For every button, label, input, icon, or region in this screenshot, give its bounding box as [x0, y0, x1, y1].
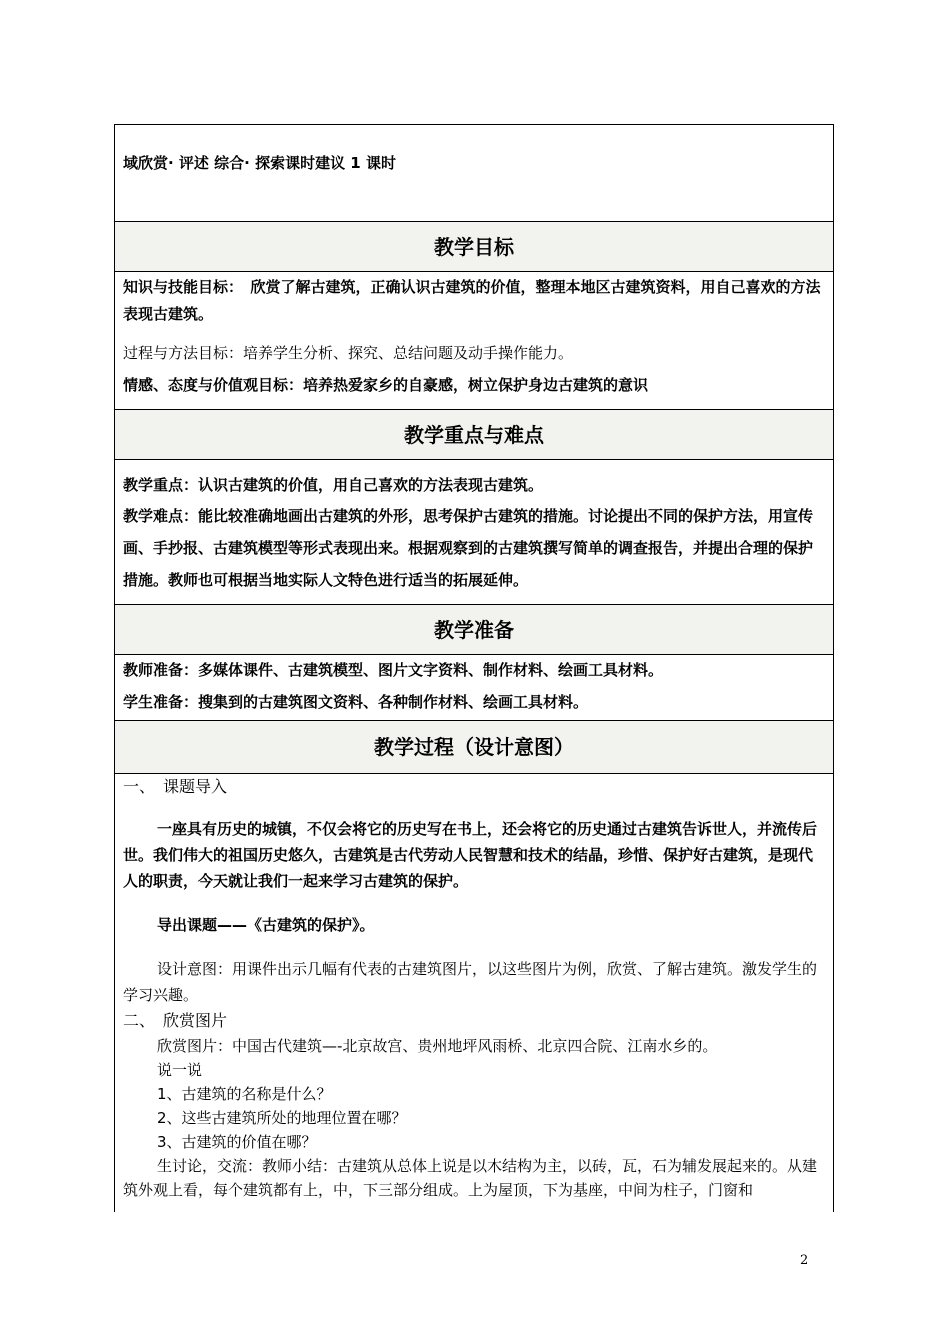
goal-knowledge: 知识与技能目标： 欣赏了解古建筑，正确认识古建筑的价值，整理本地区古建筑资料，用自己喜欢的方法表现古建筑。 [123, 278, 821, 323]
prep-body [115, 655, 833, 721]
key-focus: 教学重点：认识古建筑的价值，用自己喜欢的方法表现古建筑。 [123, 476, 544, 494]
keypoints-body [115, 460, 833, 605]
goal-emotion-text: 情感、态度与价值观目标：培养热爱家乡的自豪感，树立保护身边古建筑的意识 [123, 376, 649, 394]
prep-teacher: 教师准备：多媒体课件、古建筑模型、图片文字资料、制作材料、绘画工具材料。 [123, 661, 664, 679]
goals-header [115, 222, 833, 272]
prep-header [115, 605, 833, 655]
question-1: 1、古建筑的名称是什么？ [157, 1085, 332, 1103]
section1-design: 设计意图：用课件出示几幅有代表的古建筑图片，以这些图片为例，欣赏、了解古建筑。激发学生的学习兴趣。 [123, 960, 818, 1004]
key-difficulty: 教学难点：能比较准确地画出古建筑的外形，思考保护古建筑的措施。讨论提出不同的保护方法，用宣传画、手抄报、古建筑模型等形式表现出来。根据观察到的古建筑撰写简单的调查报告，并提出合理的保护措施。教师也可根据当地实际人文特色进行适当的拓展延伸。 [123, 507, 814, 589]
discussion-summary: 生讨论，交流：教师小结：古建筑从总体上说是以木结构为主，以砖，瓦，石为辅发展起来的。从建筑外观上看，每个建筑都有上，中，下三部分组成。上为屋顶，下为基座，中间为柱子，门窗和 [123, 1157, 818, 1199]
question-3: 3、古建筑的价值在哪？ [157, 1133, 317, 1151]
process-body [115, 774, 833, 1212]
section2-heading: 二、 欣赏图片 [123, 1011, 228, 1030]
section1-topic: 导出课题——《古建筑的保护》。 [157, 916, 375, 934]
goal-emotion [123, 372, 825, 399]
page-number: 2 [800, 1253, 809, 1268]
goal-process: 过程与方法目标：培养学生分析、探究、总结问题及动手操作能力。 [123, 344, 574, 362]
intro-row [115, 125, 833, 222]
keypoints-title: 教学重点与难点 [404, 423, 544, 447]
section1-paragraph: 一座具有历史的城镇，不仅会将它的历史写在书上，还会将它的历史通过古建筑告诉世人，并流传后世。我们伟大的祖国历史悠久，古建筑是古代劳动人民智慧和技术的结晶，珍惜、保护好古建筑，是现代人的职责，今天就让我们一起来学习古建筑的保护。 [123, 820, 818, 890]
prep-title: 教学准备 [434, 618, 514, 642]
section1-heading: 一、 课题导入 [123, 777, 228, 796]
section2-say: 说一说 [157, 1061, 203, 1079]
process-header [115, 721, 833, 774]
prep-student: 学生准备：搜集到的古建筑图文资料、各种制作材料、绘画工具材料。 [123, 693, 589, 711]
keypoints-header [115, 410, 833, 460]
course-info: 域欣赏· 评述 综合· 探索课时建议 1 课时 [123, 154, 396, 172]
goals-body [115, 272, 833, 410]
question-2: 2、这些古建筑所处的地理位置在哪？ [157, 1109, 407, 1127]
goals-title: 教学目标 [434, 235, 514, 259]
process-title: 教学过程（设计意图） [374, 735, 574, 759]
section2-view: 欣赏图片：中国古代建筑—-北京故宫、贵州地坪风雨桥、北京四合院、江南水乡的。 [157, 1037, 718, 1055]
lesson-plan-table [114, 124, 834, 1212]
